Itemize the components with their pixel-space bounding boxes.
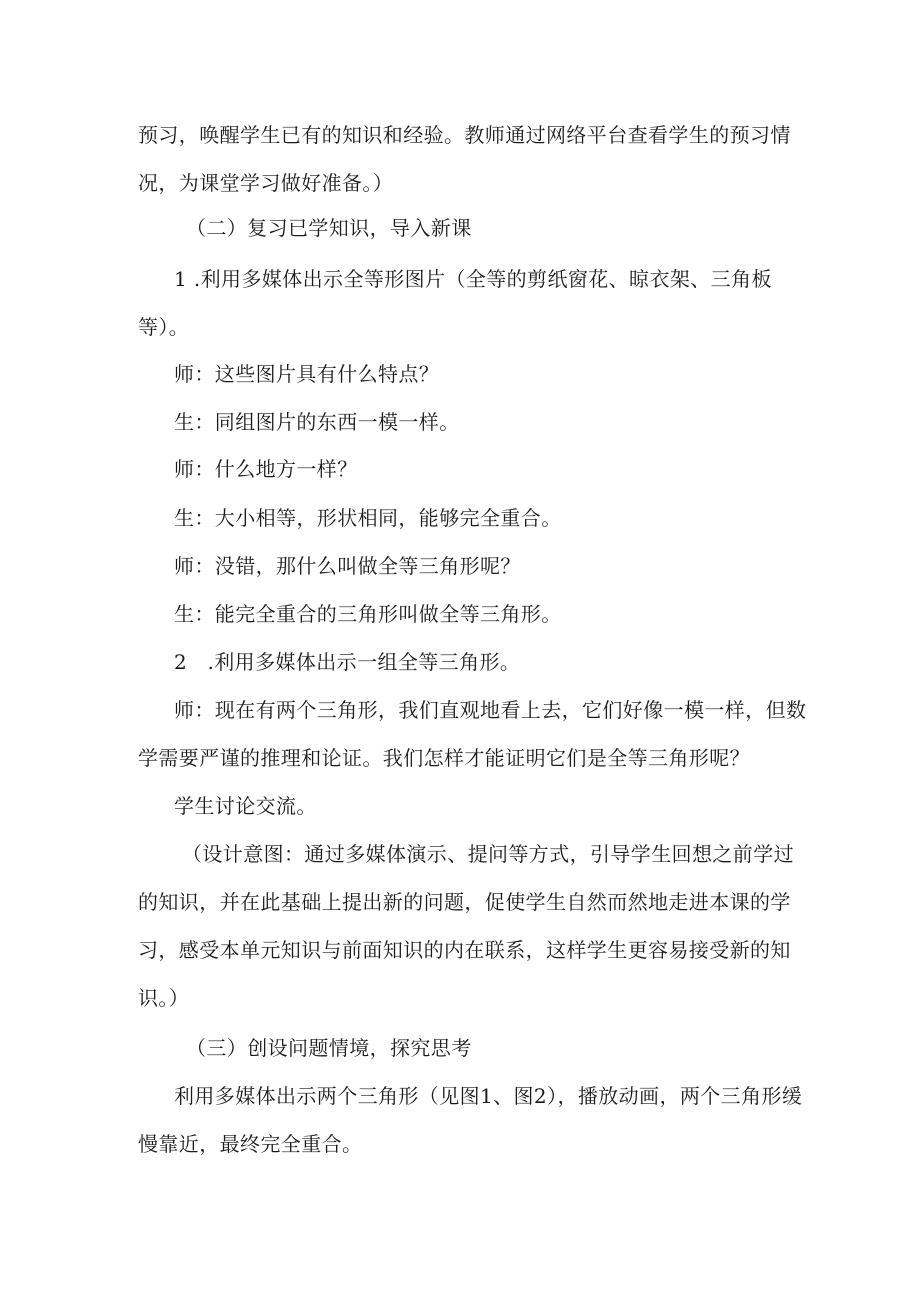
paragraph-line: 1 .利用多媒体出示全等形图片（全等的剪纸窗花、晾衣架、三角板 <box>174 267 772 291</box>
dialogue-line: 生：大小相等，形状相同，能够完全重合。 <box>174 506 562 530</box>
paragraph-line: 的知识，并在此基础上提出新的问题，促使学生自然而然地走进本课的学 <box>138 890 791 914</box>
dialogue-line: 师：现在有两个三角形，我们直观地看上去，它们好像一模一样，但数 <box>174 698 807 722</box>
paragraph-line: 2 .利用多媒体出示一组全等三角形。 <box>174 650 521 674</box>
dialogue-line: 师：什么地方一样？ <box>174 457 358 481</box>
paragraph-line: 等）。 <box>138 315 190 339</box>
dialogue-line: 生：能完全重合的三角形叫做全等三角形。 <box>174 602 562 626</box>
paragraph-line: 利用多媒体出示两个三角形（见图1、图2），播放动画，两个三角形缓 <box>174 1084 803 1108</box>
paragraph-line: 学需要严谨的推理和论证。我们怎样才能证明它们是全等三角形呢？ <box>138 746 750 770</box>
paragraph-line: （设计意图：通过多媒体演示、提问等方式，引导学生回想之前学过 <box>182 842 794 866</box>
section-heading: （二）复习已学知识，导入新课 <box>186 216 472 240</box>
paragraph-line: 习，感受本单元知识与前面知识的内在联系，这样学生更容易接受新的知 <box>138 938 791 962</box>
section-heading: （三）创设问题情境，探究思考 <box>186 1036 472 1060</box>
paragraph-line: 况，为课堂学习做好准备。） <box>138 171 394 195</box>
paragraph-line: 学生讨论交流。 <box>174 794 317 818</box>
paragraph-line: 预习，唤醒学生已有的知识和经验。教师通过网络平台查看学生的预习情 <box>138 123 791 147</box>
dialogue-line: 生：同组图片的东西一模一样。 <box>174 410 460 434</box>
dialogue-line: 师：这些图片具有什么特点？ <box>174 362 440 386</box>
paragraph-line: 识。） <box>138 986 190 1010</box>
dialogue-line: 师：没错，那什么叫做全等三角形呢？ <box>174 554 521 578</box>
paragraph-line: 慢靠近，最终完全重合。 <box>138 1132 363 1156</box>
